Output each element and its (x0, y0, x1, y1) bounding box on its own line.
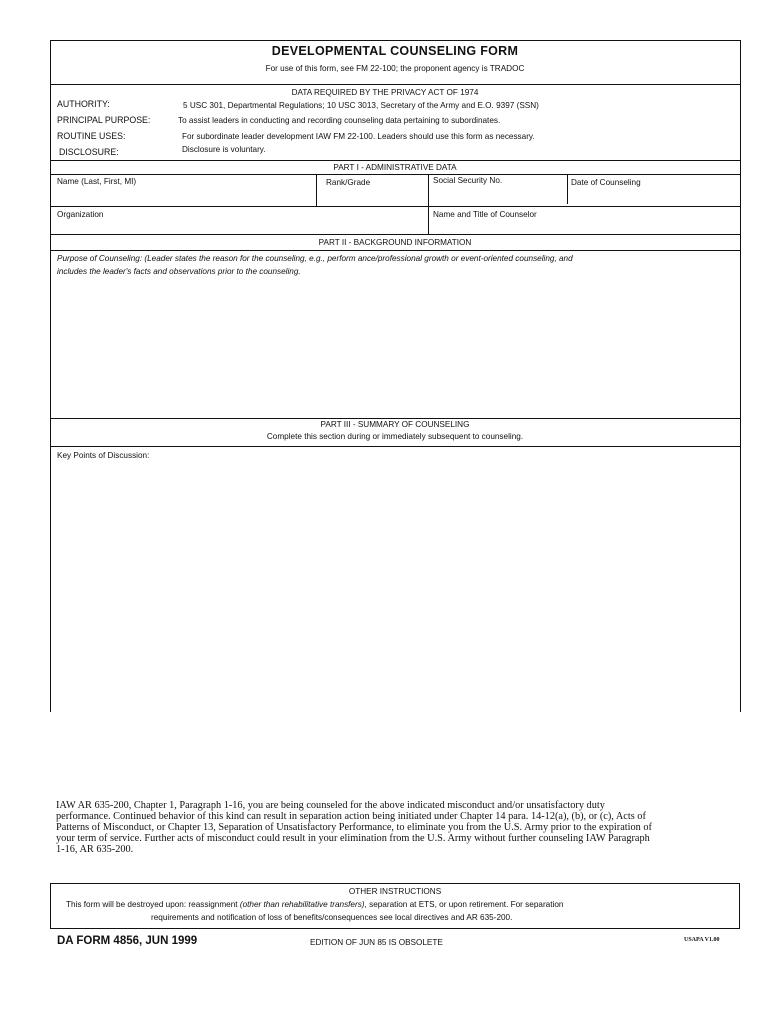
divider (50, 160, 740, 161)
other-line1-a: This form will be destroyed upon: reassignment (66, 900, 240, 909)
statement-line: your term of service. Further acts of misconduct could result in your elimination from the U.S. Army without further counseling IAW Paragraph (56, 833, 650, 844)
key-points-field[interactable] (52, 463, 738, 709)
form-right-border (740, 40, 741, 712)
divider (50, 446, 740, 447)
counseling-statement (56, 800, 736, 855)
divider (50, 84, 740, 85)
other-line1-c: , separation at ETS, or upon retirement. For separation (364, 900, 564, 909)
counselor-field[interactable] (430, 220, 738, 233)
authority-text: 5 USC 301, Departmental Regulations; 10 USC 3013, Secretary of the Army and E.O. 9397 (SSN) (183, 101, 539, 110)
divider (50, 250, 740, 251)
date-field[interactable] (569, 190, 738, 204)
other-instructions-header: OTHER INSTRUCTIONS (348, 887, 442, 896)
purpose-label: PRINCIPAL PURPOSE: (57, 115, 151, 125)
ssn-field[interactable] (430, 188, 565, 202)
statement-line: Patterns of Misconduct, or Chapter 13, Separation of Unsatisfactory Performance, to eliminate you from the U.S. Army prior to the expiration of (56, 822, 652, 833)
rank-field[interactable] (318, 190, 426, 204)
ssn-field-label: Social Security No. (433, 176, 503, 185)
name-field[interactable] (52, 188, 314, 204)
key-points-label: Key Points of Discussion: (57, 451, 150, 460)
other-line1-b: (other than rehabilitative transfers) (239, 900, 365, 909)
divider (50, 234, 740, 235)
counselor-field-label: Name and Title of Counselor (433, 210, 537, 219)
form-left-border (50, 40, 51, 712)
version-label: USAPA V1.00 (684, 937, 720, 943)
rank-field-label: Rank/Grade (326, 178, 371, 187)
privacy-header: DATA REQUIRED BY THE PRIVACY ACT OF 1974 (291, 88, 479, 97)
other-instructions-line2: requirements and notification of loss of benefits/consequences see local directives and AR 635-200. (151, 913, 513, 922)
disclosure-text: Disclosure is voluntary. (182, 145, 266, 154)
authority-label: AUTHORITY: (57, 99, 110, 109)
statement-line: performance. Continued behavior of this kind can result in separation action being initiated under Chapter 14 para. 14-12(a), (b), or (c), Acts of (56, 811, 646, 822)
edition-note: EDITION OF JUN 85 IS OBSOLETE (310, 938, 443, 947)
purpose-of-counseling-label: Purpose of Counseling: (Leader states the reason for the counseling, e.g., perform ance/professional growth or event-oriented counseling, and (57, 254, 573, 263)
part3-instruction: Complete this section during or immediately subsequent to counseling. (266, 432, 524, 441)
part1-header: PART I - ADMINISTRATIVE DATA (333, 163, 457, 172)
divider (50, 206, 740, 207)
disclosure-label: DISCLOSURE: (59, 147, 119, 157)
routine-uses-text: For subordinate leader development IAW FM 22-100. Leaders should use this form as necessary. (182, 132, 535, 141)
divider (50, 418, 740, 419)
organization-field[interactable] (52, 220, 426, 233)
form-title: DEVELOPMENTAL COUNSELING FORM (271, 44, 519, 58)
part2-header: PART II - BACKGROUND INFORMATION (318, 238, 472, 247)
date-field-label: Date of Counseling (571, 178, 641, 187)
organization-field-label: Organization (57, 210, 104, 219)
statement-line: IAW AR 635-200, Chapter 1, Paragraph 1-16, you are being counseled for the above indicated misconduct and/or unsatisfactory duty (56, 800, 605, 811)
form-top-border (50, 40, 740, 41)
statement-line: 1-16, AR 635-200. (56, 844, 134, 855)
divider (428, 174, 429, 234)
divider (316, 174, 317, 206)
purpose-of-counseling-field[interactable] (52, 280, 738, 416)
form-number: DA FORM 4856, JUN 1999 (57, 935, 198, 947)
routine-uses-label: ROUTINE USES: (57, 131, 126, 141)
divider (50, 174, 740, 175)
purpose-of-counseling-label-cont: includes the leader's facts and observations prior to the counseling. (57, 267, 301, 276)
form-subtitle: For use of this form, see FM 22-100; the proponent agency is TRADOC (265, 64, 525, 73)
divider (567, 174, 568, 204)
part3-header: PART III - SUMMARY OF COUNSELING (320, 420, 470, 429)
purpose-text: To assist leaders in conducting and recording counseling data pertaining to subordinates. (178, 116, 501, 125)
other-instructions-line1 (66, 900, 563, 909)
name-field-label: Name (Last, First, MI) (57, 177, 137, 186)
